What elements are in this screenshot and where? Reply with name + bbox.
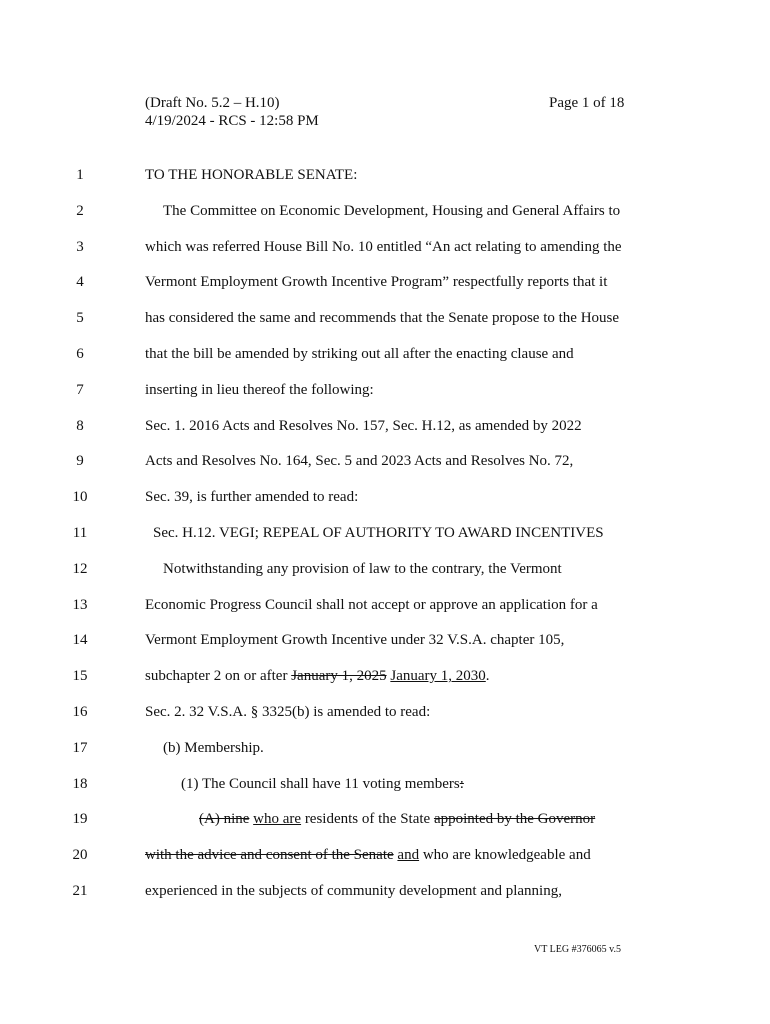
draft-number: (Draft No. 5.2 – H.10)	[145, 95, 280, 111]
text-line-2	[0, 199, 770, 223]
line-text	[163, 199, 620, 223]
text-line-19	[0, 807, 770, 831]
line-text	[145, 449, 573, 473]
draft-date: 4/19/2024 - RCS - 12:58 PM	[145, 113, 319, 129]
line-text	[145, 485, 358, 509]
deleted-text: :	[459, 775, 464, 792]
text-line-9	[0, 449, 770, 473]
line-number: 16	[72, 704, 88, 720]
text-line-6	[0, 342, 770, 366]
text-segment: who are knowledgeable and	[419, 847, 591, 864]
text-line-10	[0, 485, 770, 509]
text-line-11	[0, 521, 770, 545]
text-segment: The Committee on Economic Development, Housing and General Affairs to	[163, 202, 621, 219]
line-number: 18	[72, 775, 88, 792]
line-number: 20	[72, 847, 88, 864]
text-line-21	[0, 879, 770, 903]
text-segment: inserting in lieu thereof the following:	[145, 381, 374, 398]
text-segment: Acts and Resolves No. 164, Sec. 5 and 2023 Acts and Resolves No. 72,	[145, 453, 574, 470]
text-segment: Notwithstanding any provision of law to the contrary, the Vermont	[163, 560, 562, 577]
text-line-13	[0, 593, 770, 617]
line-number: 1	[76, 167, 84, 183]
deleted-text: with the advice and consent of the Senate	[145, 847, 394, 864]
line-number: 3	[76, 238, 84, 255]
text-segment: TO THE HONORABLE SENATE:	[145, 167, 358, 183]
text-line-4	[0, 270, 770, 294]
line-number: 5	[76, 310, 84, 327]
inserted-text: who are	[253, 811, 302, 828]
text-segment: Vermont Employment Growth Incentive Program” respectfully reports that it	[145, 274, 608, 291]
deleted-text: appointed by the Governor	[433, 811, 596, 828]
text-segment: (1) The Council shall have 11 voting members	[181, 775, 460, 792]
text-line-17	[0, 736, 770, 760]
line-text	[153, 521, 604, 545]
line-number: 10	[72, 489, 88, 506]
line-text	[181, 772, 464, 796]
line-text	[145, 270, 607, 294]
line-number: 12	[72, 560, 88, 577]
line-text	[145, 628, 564, 652]
text-line-18	[0, 772, 770, 796]
text-line-3	[0, 235, 770, 259]
document-footer: VT LEG #376065 v.5	[534, 944, 621, 955]
line-text	[145, 342, 574, 366]
text-segment: experienced in the subjects of community development and planning,	[145, 883, 562, 899]
text-segment: (b) Membership.	[163, 739, 264, 756]
text-line-16	[0, 700, 770, 724]
text-segment: which was referred House Bill No. 10 entitled “An act relating to amending the	[145, 238, 622, 255]
line-number: 13	[72, 596, 88, 613]
text-segment: Economic Progress Council shall not accept or approve an application for a	[145, 596, 598, 613]
line-number: 2	[76, 202, 84, 219]
text-line-15	[0, 664, 770, 688]
text-segment: residents of the State	[301, 811, 434, 828]
line-number: 9	[76, 453, 84, 470]
text-segment: .	[485, 668, 490, 685]
page-number: Page 1 of 18	[549, 95, 625, 111]
line-number: 15	[72, 668, 88, 685]
text-line-8	[0, 414, 770, 438]
text-segment: Sec. H.12. VEGI; REPEAL OF AUTHORITY TO AWARD INCENTIVES	[153, 525, 604, 541]
text-segment: that the bill be amended by striking out all after the enacting clause and	[145, 346, 574, 362]
text-line-20	[0, 843, 770, 867]
text-line-5	[0, 306, 770, 330]
line-number: 11	[72, 525, 88, 541]
line-number: 6	[76, 346, 84, 362]
text-line-14	[0, 628, 770, 652]
line-text	[163, 557, 562, 581]
line-number: 7	[76, 381, 84, 398]
line-text	[163, 736, 264, 760]
line-text	[199, 807, 595, 831]
line-text	[145, 593, 598, 617]
line-number: 17	[72, 739, 88, 756]
line-text	[145, 163, 357, 187]
line-text	[145, 843, 591, 867]
line-number: 8	[76, 417, 84, 434]
line-text	[145, 235, 622, 259]
line-number: 21	[72, 883, 88, 899]
text-segment: Sec. 1. 2016 Acts and Resolves No. 157, Sec. H.12, as amended by 2022	[145, 417, 582, 434]
text-segment: Sec. 39, is further amended to read:	[145, 489, 359, 506]
inserted-text: and	[397, 847, 420, 864]
text-segment: subchapter 2 on or after	[145, 668, 292, 685]
line-text	[145, 414, 582, 438]
line-text	[145, 664, 490, 688]
text-line-12	[0, 557, 770, 581]
inserted-text: January 1, 2030	[390, 668, 486, 685]
line-text	[145, 306, 619, 330]
line-number: 4	[76, 274, 84, 291]
line-text	[145, 700, 430, 724]
deleted-text: January 1, 2025	[291, 668, 387, 685]
text-line-7	[0, 378, 770, 402]
text-line-1	[0, 163, 770, 187]
line-text	[145, 378, 374, 402]
text-segment: has considered the same and recommends that the Senate propose to the House	[145, 310, 620, 327]
deleted-text: (A) nine	[199, 811, 250, 828]
text-segment: Vermont Employment Growth Incentive under 32 V.S.A. chapter 105,	[145, 632, 565, 649]
text-segment: Sec. 2. 32 V.S.A. § 3325(b) is amended to read:	[145, 704, 431, 720]
line-number: 19	[72, 811, 88, 828]
line-text	[145, 879, 562, 903]
line-number: 14	[72, 632, 88, 649]
